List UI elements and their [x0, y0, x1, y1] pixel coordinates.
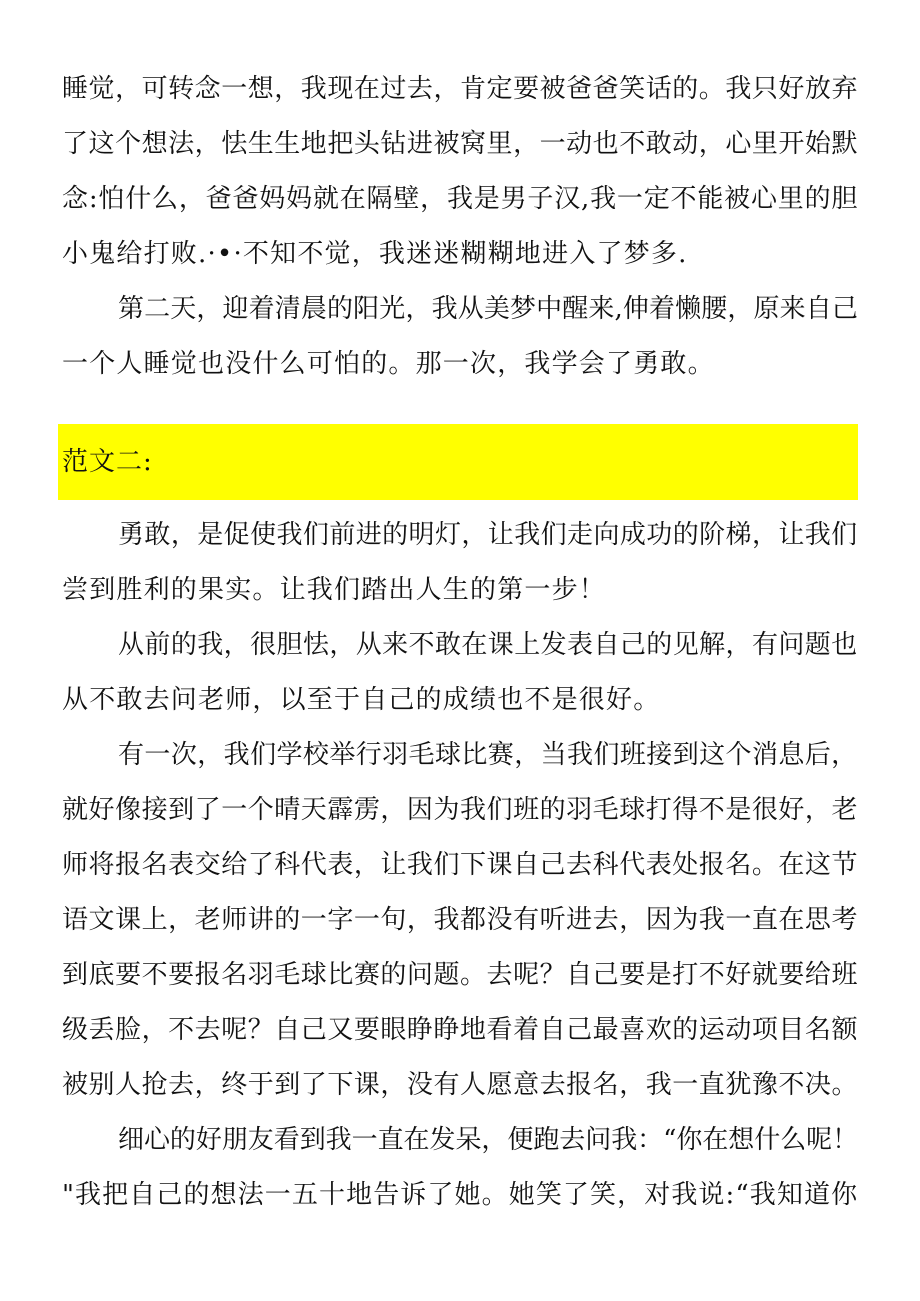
- paragraph-line: 级丢脸，不去呢？自己又要眼睁睁地看着自己最喜欢的运动项目名额: [62, 1015, 859, 1045]
- paragraph-first-line: 有一次，我们学校举行羽毛球比赛，当我们班接到这个消息后，: [118, 740, 858, 770]
- paragraph-line: 念:怕什么，爸爸妈妈就在隔壁，我是男子汉,我一定不能被心里的胆: [62, 184, 859, 214]
- paragraph-line: 语文课上，老师讲的一字一句，我都没有听进去，因为我一直在思考: [62, 905, 859, 935]
- paragraph-first-line: 从前的我，很胆怯，从来不敢在课上发表自己的见解，有问题也: [118, 630, 858, 660]
- paragraph-first-line: 勇敢，是促使我们前进的明灯，让我们走向成功的阶梯，让我们: [118, 520, 858, 550]
- paragraph-first-line: 细心的好朋友看到我一直在发呆，便跑去问我：“你在想什么呢！: [118, 1125, 859, 1155]
- paragraph-line: 师将报名表交给了科代表，让我们下课自己去科代表处报名。在这节: [62, 850, 859, 880]
- paragraph-line: 了这个想法，怯生生地把头钻进被窝里，一动也不敢动，心里开始默: [62, 129, 859, 159]
- paragraph-line: "我把自己的想法一五十地告诉了她。她笑了笑，对我说:“我知道你: [62, 1180, 859, 1210]
- paragraph-line: 到底要不要报名羽毛球比赛的问题。去呢？自己要是打不好就要给班: [62, 960, 859, 990]
- paragraph-first-line: 第二天，迎着清晨的阳光，我从美梦中醒来,伸着懒腰，原来自己: [118, 294, 859, 324]
- paragraph-line: 从不敢去问老师，以至于自己的成绩也不是很好。: [62, 685, 661, 715]
- section-heading: 范文二:: [62, 447, 153, 477]
- paragraph-line: 小鬼给打败.·•·不知不觉，我迷迷糊糊地进入了梦多.: [62, 239, 688, 269]
- section-heading-highlight: [58, 424, 858, 500]
- paragraph-line: 睡觉，可转念一想，我现在过去，肯定要被爸爸笑话的。我只好放弃: [62, 74, 859, 104]
- paragraph-line: 一个人睡觉也没什么可怕的。那一次，我学会了勇敢。: [62, 349, 715, 379]
- paragraph-line: 就好像接到了一个晴天霹雳，因为我们班的羽毛球打得不是很好，老: [62, 795, 859, 825]
- paragraph-line: 被别人抢去，终于到了下课，没有人愿意去报名，我一直犹豫不决。: [62, 1070, 859, 1100]
- paragraph-line: 尝到胜利的果实。让我们踏出人生的第一步！: [62, 575, 607, 605]
